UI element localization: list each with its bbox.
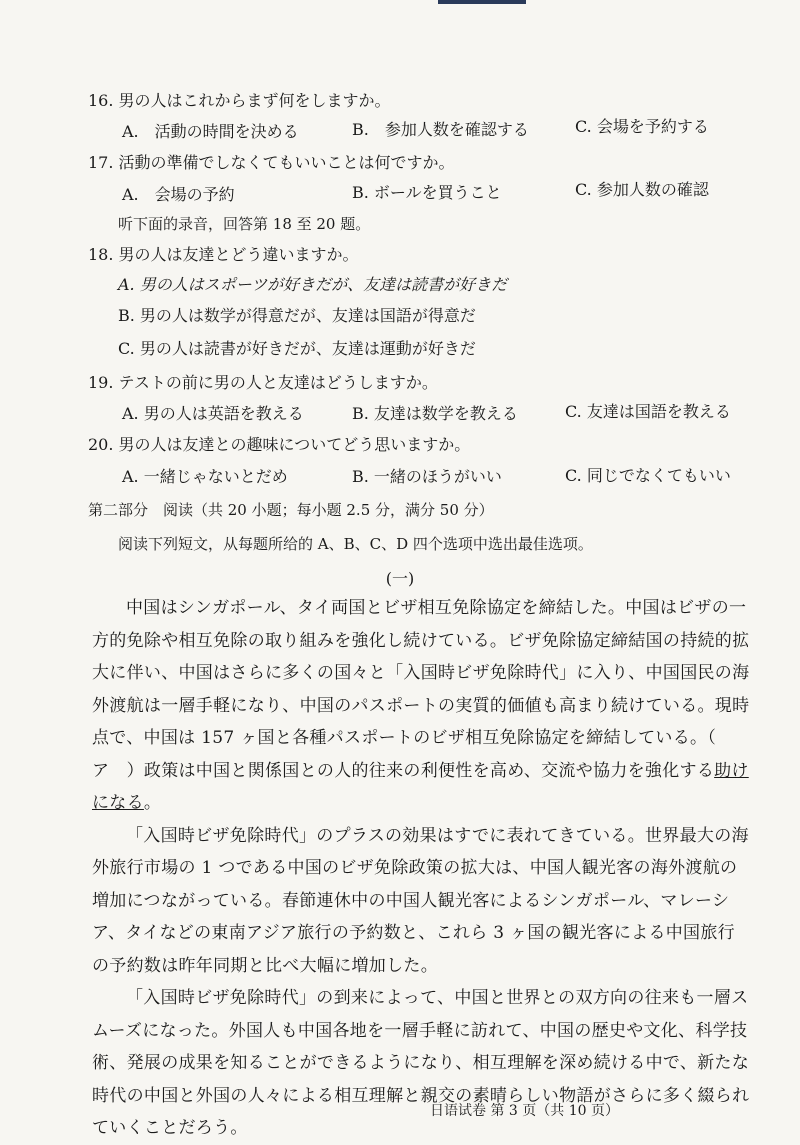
question-16 xyxy=(88,90,391,112)
passage-paragraph-2: 「入国時ビザ免除時代」のプラスの効果はすでに表れてきている。世界最大の海外旅行市場の 1 つである中国のビザ免除政策の拡大は、中国人観光客の海外渡航の増加につながっている。春節連休中の中国人観光客によるシンガポール、マレーシア、タイなどの東南アジア旅行の予約数と、これら 3 ヶ国の観光客による中国旅行の予約数は昨年同期と比べ大幅に増加した。 xyxy=(92,825,749,976)
question-number: 19. xyxy=(88,373,114,392)
question-17 xyxy=(88,152,455,174)
q18-option-c: C. 男の人は読書が好きだが、友達は運動が好きだ xyxy=(118,339,476,358)
q17-option-b: B. ボールを買うこと xyxy=(352,183,502,202)
passage-paragraph-1: 中国はシンガポール、タイ両国とビザ相互免除協定を締結した。中国はビザの一方的免除や相互免除の取り組みを強化し続けている。ビザ免除協定締結国の持続的拡大に伴い、中国はさらに多くの国々と「入国時ビザ免除時代」に入り、中国国民の海外渡航は一層手軽になり、中国のパスポートの実質的価値も高まり続けている。現時点で、中国は 157 ヶ国と各種パスポートのビザ相互免除協定を締結している。（ ア ）政策は中国と関係国との人的往来の利便性を高め、交流や協力を強化する助けになる。 xyxy=(92,598,750,813)
page-footer: 日语试卷 第 3 页（共 10 页） xyxy=(430,1103,619,1119)
q17-option-a: A. 会場の予約 xyxy=(122,185,235,204)
question-text: 活動の準備でしなくてもいいことは何ですか。 xyxy=(118,153,455,172)
q19-option-a: A. 男の人は英語を教える xyxy=(122,404,304,423)
q20-option-b: B. 一緒のほうがいい xyxy=(352,467,502,486)
question-text: 男の人は友達とどう違いますか。 xyxy=(118,245,359,264)
question-20 xyxy=(88,434,470,456)
q20-option-a: A. 一緒じゃないとだめ xyxy=(122,467,288,486)
passage-label: (一) xyxy=(385,569,415,588)
question-18 xyxy=(88,244,359,266)
question-number: 18. xyxy=(88,245,114,264)
question-number: 16. xyxy=(88,91,114,110)
part2-title: 第二部分 阅读（共 20 小题；每小题 2.5 分，满分 50 分） xyxy=(88,501,494,519)
question-text: 男の人は友達との趣味についてどう思いますか。 xyxy=(118,435,471,454)
question-number: 20. xyxy=(88,435,114,454)
top-edge-mark xyxy=(438,0,526,4)
question-text: 男の人はこれからまず何をしますか。 xyxy=(118,91,391,110)
passage-paragraph-3: 「入国時ビザ免除時代」の到来によって、中国と世界との双方向の往来も一層スムーズになった。外国人も中国各地を一層手軽に訪れて、中国の歴史や文化、科学技術、発展の成果を知ることができるようになり、相互理解を深め続ける中で、新たな時代の中国と外国の人々による相互理解と親交の素晴らしい物語がさらに多く綴られていくことだろう。 xyxy=(92,988,750,1138)
listening-instruction: 听下面的录音，回答第 18 至 20 题。 xyxy=(118,215,371,233)
reading-passage xyxy=(92,592,752,1145)
question-number: 17. xyxy=(88,153,114,172)
q19-option-c: C. 友達は国語を教える xyxy=(565,402,731,421)
question-text: テストの前に男の人と友達はどうしますか。 xyxy=(118,373,438,392)
q16-option-a: A. 活動の時間を決める xyxy=(122,122,299,141)
underlined-phrase: 助けになる xyxy=(92,760,749,813)
q16-option-b: B. 参加人数を確認する xyxy=(352,120,529,139)
q17-option-c: C. 参加人数の確認 xyxy=(575,180,709,199)
q19-option-b: B. 友達は数学を教える xyxy=(352,404,518,423)
q16-option-c: C. 会場を予約する xyxy=(575,117,709,136)
q18-option-a: A. 男の人はスポーツが好きだが、友達は読書が好きだ xyxy=(118,275,508,294)
q18-option-b: B. 男の人は数学が得意だが、友達は国語が得意だ xyxy=(118,306,476,325)
part2-instruction: 阅读下列短文，从每题所给的 A、B、C、D 四个选项中选出最佳选项。 xyxy=(118,535,593,553)
question-19 xyxy=(88,372,438,394)
q20-option-c: C. 同じでなくてもいい xyxy=(565,466,731,485)
